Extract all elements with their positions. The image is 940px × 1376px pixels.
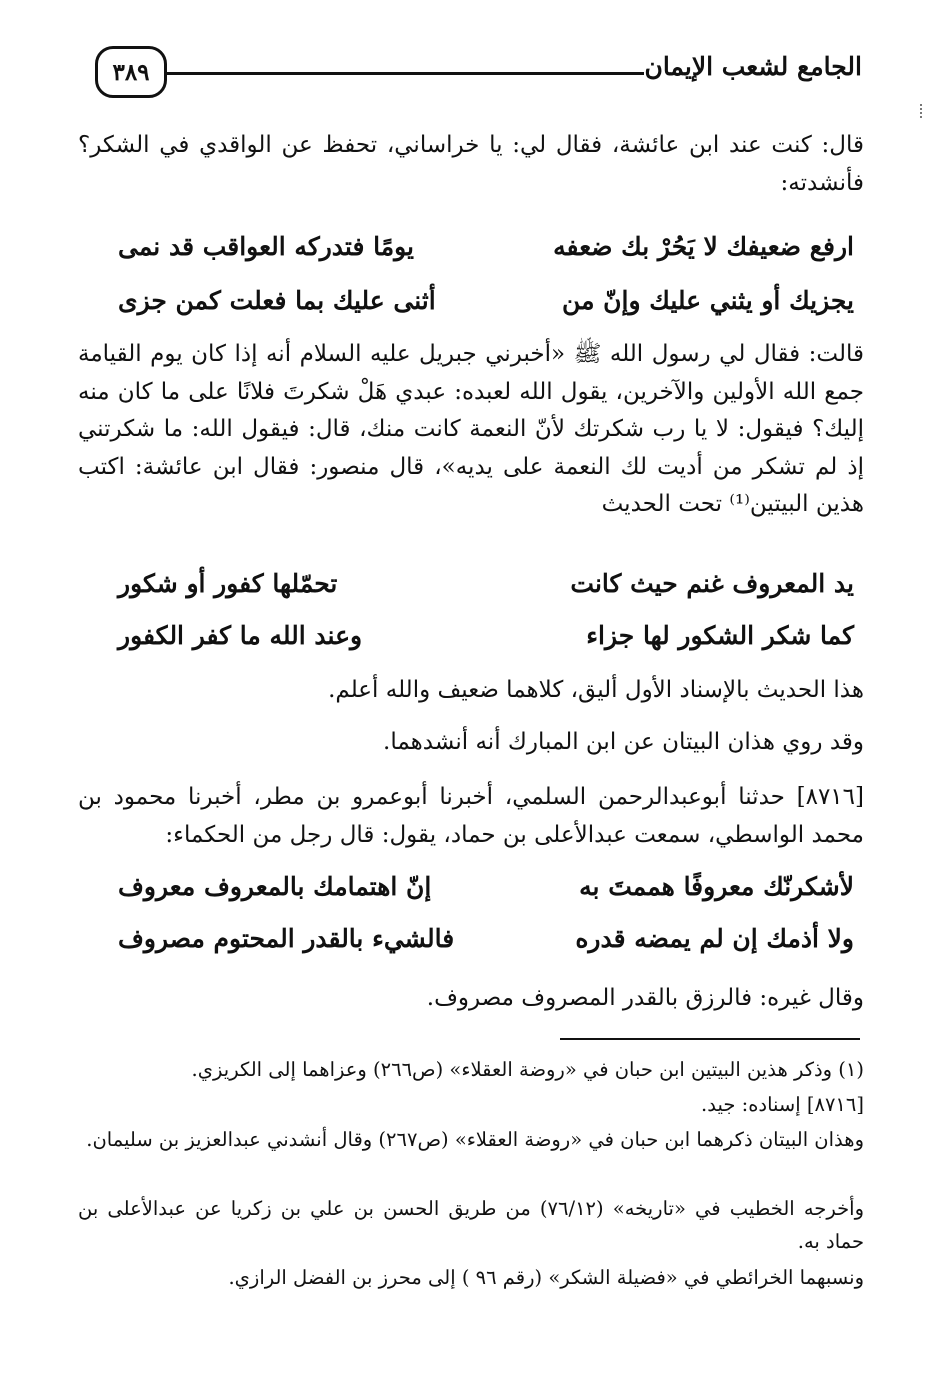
book-title: الجامع لشعب الإيمان	[644, 52, 862, 81]
verse-second-hemistich: فالشيء بالقدر المحتوم مصروف	[118, 923, 455, 953]
footnote: وهذان البيتان ذكرهما ابن حبان في «روضة العقلاء» (ص٢٦٧) وقال أنشدني عبدالعزيز بن سليمان.	[86, 1128, 864, 1151]
verse-first-hemistich: ارفع ضعيفك لا يَحُرْ بك ضعفه	[553, 231, 854, 261]
hadith-paragraph: قالت: فقال لي رسول الله ﷺ «أخبرني جبريل عليه السلام أنه إذا كان يوم القيامة جمع الله الأولين والآخرين، يقول الله لعبده: عبدي هَلْ شكرتَ فلانًا على ما كان منه إليك؟ فيقول: لا يا رب شكرتك لأنّ النعمة كانت منك، قال: فيقول الله: ما شكرتني إذ لم تشكر من أديت لك النعمة على يديه»، قال منصور: فقال ابن عائشة: اكتب هذين البيتين⁽¹⁾ تحت الحديث	[78, 341, 864, 517]
intro-paragraph: قال: كنت عند ابن عائشة، فقال لي: يا خراساني، تحفظ عن الواقدي في الشكر؟ فأنشدته:	[78, 132, 864, 196]
verse-line	[118, 858, 854, 914]
verse-first-hemistich: ولا أذمك إن لم يمضه قدره	[575, 923, 854, 953]
verse-second-hemistich: وعند الله ما كفر الكفور	[118, 620, 363, 650]
verse-second-hemistich: يومًا فتدركه العواقب قد نمى	[118, 231, 414, 261]
footnote: [٨٧١٦] إسناده: جيد.	[701, 1093, 864, 1116]
running-header	[95, 40, 862, 104]
page-number: ٣٨٩	[95, 46, 167, 98]
verse-first-hemistich: يد المعروف غنم حيث كانت	[570, 568, 854, 598]
footnote: (١) وذكر هذين البيتين ابن حبان في «روضة العقلاء» (ص٢٦٦) وعزاهما إلى الكريزي.	[191, 1058, 864, 1081]
header-rule	[165, 72, 644, 75]
footnote-rule	[560, 1038, 860, 1040]
verse-line	[118, 910, 854, 966]
verse-second-hemistich: أثنى عليك بما فعلت كمن جزى	[118, 285, 436, 315]
verse-first-hemistich: يجزيك أو يثني عليك وإنّ من	[562, 285, 854, 315]
verse-first-hemistich: كما شكر الشكور لها جزاء	[586, 620, 854, 650]
scan-edge-mark	[917, 104, 922, 118]
verse-second-hemistich: إنّ اهتمامك بالمعروف معروف	[118, 871, 432, 901]
verse-line	[118, 218, 854, 274]
report-paragraph: [٨٧١٦] حدثنا أبوعبدالرحمن السلمي، أخبرنا أبوعمرو بن مطر، أخبرنا محمود بن محمد الواسطي، سمعت عبدالأعلى بن حماد، يقول: قال رجل من الحكماء:	[78, 784, 864, 848]
verse-line	[118, 607, 854, 663]
verse-line	[118, 555, 854, 611]
verse-line	[118, 272, 854, 328]
verse-second-hemistich: تحمّلها كفور أو شكور	[118, 568, 338, 598]
footnote: ونسبهما الخرائطي في «فضيلة الشكر» (رقم ٩٦ ) إلى محرز بن الفضل الرازي.	[228, 1266, 864, 1289]
verse-first-hemistich: لأشكرنّك معروفًا هممتَ به	[579, 871, 854, 901]
footnote: وأخرجه الخطيب في «تاريخه» (٧٦/١٢) من طريق الحسن بن علي بن زكريا عن عبدالأعلى بن حماد به.	[78, 1197, 864, 1253]
other-saying: وقال غيره: فالرزق بالقدر المصروف مصروف.	[426, 985, 864, 1011]
attribution-comment: وقد روي هذان البيتان عن ابن المبارك أنه أنشدهما.	[383, 729, 864, 755]
grading-comment: هذا الحديث بالإسناد الأول أليق، كلاهما ضعيف والله أعلم.	[328, 677, 864, 703]
